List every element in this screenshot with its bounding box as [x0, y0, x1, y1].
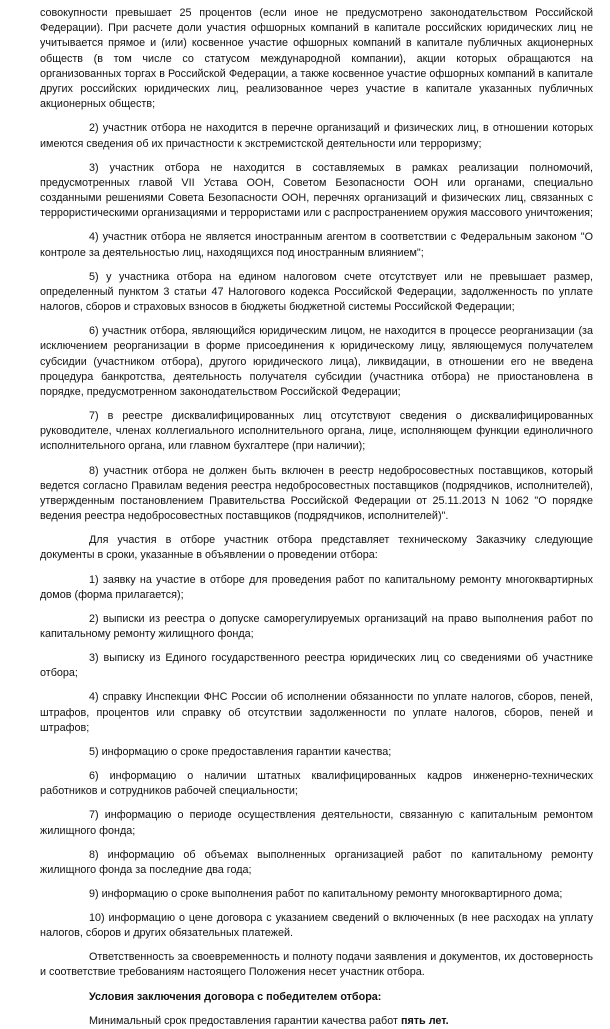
paragraph-document-9: 9) информацию о сроке выполнения работ по капитальному ремонту многоквартирного дома; — [89, 887, 563, 900]
paragraph-continuation: совокупности превышает 25 процентов (если иное не предусмотрено законодательством Российской Федерации). При расчете доли участия офшорных компаний в капитале российских юридических лиц не учитывается прямое и (или) косвенное участие офшорных компаний в капитале публичных акционерных обществ (в том числе со статусом международной компании), акции которых обращаются на организованных торгах в Российской Федерации, а также косвенное участие офшорных компаний в капитале других российских юридических лиц, реализованное через участие в капитале указанных публичных акционерных обществ; — [40, 7, 593, 111]
paragraph-requirement-6: 6) участник отбора, являющийся юридическим лицом, не находится в процессе реорганизации (за исключением реорганизации в форме присоединения к юридическому лицу, являющемуся получателем субсидии (участником отбора), другого юридического лица), ликвидации, в отношении его не введена процедура банкротства, деятельность получателя субсидии (участника отбора) не приостановлена в порядке, предусмотренном законодательством Российской Федерации; — [40, 325, 593, 398]
paragraph-requirement-4: 4) участник отбора не является иностранным агентом в соответствии с Федеральным законом "О контроле за деятельностью лиц, находящихся под иностранным влиянием"; — [40, 231, 593, 259]
paragraph-requirement-2: 2) участник отбора не находится в перечне организаций и физических лиц, в отношении которых имеются сведения об их причастности к экстремистской деятельности или терроризму; — [40, 122, 593, 150]
paragraph-warranty-term — [40, 1014, 593, 1029]
paragraph-responsibility: Ответственность за своевременность и полноту подачи заявления и документов, их достоверность и соответствие требованиям настоящего Положения несет участник отбора. — [40, 951, 593, 979]
paragraph-requirement-3: 3) участник отбора не находится в составляемых в рамках реализации полномочий, предусмотренных главой VII Устава ООН, Советом Безопасности ООН или органами, специально созданными решениями Совета Безопасности ООН, перечнях организаций и физических лиц, связанных с террористическими организациями и террористами или с распространением оружия массового уничтожения; — [40, 161, 593, 220]
paragraph-document-1: 1) заявку на участие в отборе для проведения работ по капитальному ремонту многоквартирных домов (форма прилагается); — [40, 573, 593, 601]
paragraph-document-8: 8) информацию об объемах выполненных организацией работ по капитальному ремонту жилищного фонда за последние два года; — [40, 848, 593, 876]
section-heading: Условия заключения договора с победителем отбора: — [89, 990, 382, 1003]
paragraph-document-3: 3) выписку из Единого государственного реестра юридических лиц со сведениями об участнике отбора; — [40, 652, 593, 680]
paragraph-document-7: 7) информацию о периоде осуществления деятельности, связанную с капитальным ремонтом жилищного фонда; — [40, 809, 593, 837]
paragraph-document-2: 2) выписки из реестра о допуске саморегулируемых организаций на право выполнения работ по капитальному ремонту жилищного фонда; — [40, 612, 593, 641]
paragraph-document-4: 4) справку Инспекции ФНС России об исполнении обязанности по уплате налогов, сборов, пеней, штрафов, процентов или справку об отсутствии задолженности по уплате налогов, сборов, пеней и штрафов; — [40, 691, 593, 734]
paragraph-requirement-7: 7) в реестре дисквалифицированных лиц отсутствуют сведения о дисквалифицированных руководителе, членах коллегиального исполнительного органа, лице, исполняющем функции единоличного исполнительного органа, или главном бухгалтере (при наличии); — [40, 410, 593, 453]
paragraph-documents-intro: Для участия в отборе участник отбора представляет техническому Заказчику следующие документы в сроки, указанные в объявлении о проведении отбора: — [40, 534, 593, 562]
paragraph-document-5: 5) информацию о сроке предоставления гарантии качества; — [89, 745, 392, 758]
paragraph-document-10: 10) информацию о цене договора с указанием сведений о включенных (в нее расходах на уплату налогов, сборов и других обязательных платежей. — [40, 911, 593, 940]
warranty-term-value: пять лет. — [400, 1014, 449, 1027]
paragraph-document-6: 6) информацию о наличии штатных квалифицированных кадров инженерно-технических работников и сотрудников рабочей специальности; — [40, 770, 593, 798]
paragraph-requirement-8: 8) участник отбора не должен быть включен в реестр недобросовестных поставщиков, который ведется согласно Правилам ведения реестра недобросовестных поставщиков (подрядчиков, исполнителей), утвержденным постановлением Правительства Российской Федерации от 25.11.2013 N 1062 "О порядке ведения реестра недобросовестных поставщиков (подрядчиков, исполнителей)". — [40, 464, 593, 523]
paragraph-requirement-5: 5) у участника отбора на едином налоговом счете отсутствует или не превышает размер, определенный пунктом 3 статьи 47 Налогового кодекса Российской Федерации, задолженность по уплате налогов, сборов и страховых взносов в бюджеты бюджетной системы Российской Федерации; — [40, 270, 593, 314]
warranty-term-text: Минимальный срок предоставления гарантии качества работ — [89, 1014, 401, 1027]
